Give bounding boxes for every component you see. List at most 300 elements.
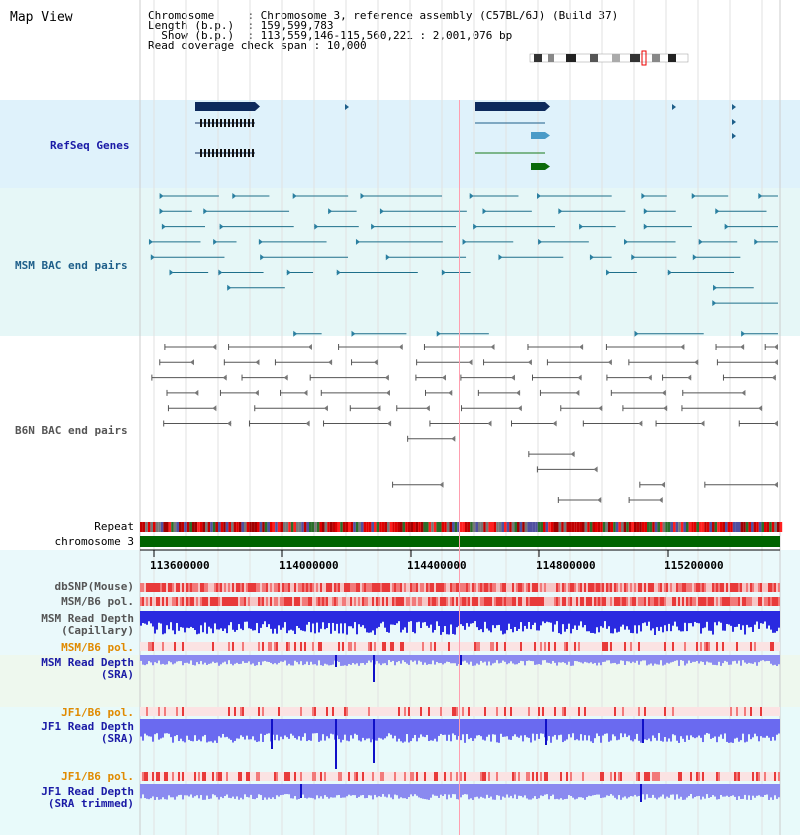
depth-bar <box>316 719 318 733</box>
gene-feature[interactable] <box>475 102 550 111</box>
heat-cell <box>212 772 214 781</box>
depth-bar <box>724 719 726 733</box>
bac-end <box>293 331 297 337</box>
depth-bar <box>340 784 342 798</box>
heat-cell <box>348 642 350 651</box>
depth-bar <box>284 655 286 660</box>
heat-cell <box>196 583 198 592</box>
depth-bar <box>204 784 206 800</box>
heat-cell <box>146 642 148 651</box>
depth-bar <box>298 611 300 628</box>
depth-bar <box>588 611 590 631</box>
depth-bar <box>162 655 164 664</box>
depth-bar <box>238 719 240 739</box>
heat-cell <box>270 597 272 606</box>
gene-arrow <box>255 102 260 111</box>
msm-depth-sra-label[interactable]: MSM Read Depth (SRA) <box>41 656 134 681</box>
depth-bar <box>276 655 278 664</box>
heat-cell <box>236 583 238 592</box>
depth-bar <box>690 719 692 735</box>
chromosome-ideogram[interactable] <box>530 51 688 65</box>
heat-cell <box>488 707 490 716</box>
heat-cell <box>548 642 550 651</box>
repeat-track-label[interactable]: Repeat <box>94 520 134 533</box>
depth-bar <box>326 611 328 628</box>
msm-b6-pol-label[interactable]: MSM/B6 pol. <box>61 595 134 608</box>
heat-cell <box>728 583 730 592</box>
heat-cell <box>636 642 638 651</box>
depth-bar <box>226 611 228 633</box>
depth-bar <box>218 784 220 800</box>
depth-bar <box>170 655 172 662</box>
depth-bar <box>654 655 656 664</box>
depth-bar <box>496 655 498 660</box>
depth-bar <box>576 655 578 661</box>
heat-cell <box>382 597 384 606</box>
depth-bar <box>242 784 244 799</box>
depth-bar <box>192 719 194 741</box>
heat-cell <box>564 597 566 606</box>
heat-cell <box>278 642 280 651</box>
bac-end <box>772 375 776 381</box>
heat-cell <box>496 707 498 716</box>
heat-cell <box>162 597 164 606</box>
heat-cell <box>764 707 766 716</box>
depth-bar <box>616 719 618 740</box>
refseq-track-label[interactable]: RefSeq Genes <box>50 139 130 152</box>
depth-bar <box>604 655 606 662</box>
heat-cell <box>762 642 764 651</box>
bac-end <box>468 359 472 365</box>
depth-bar <box>560 611 562 634</box>
heat-cell <box>490 707 492 716</box>
heat-cell <box>360 707 362 716</box>
heat-cell <box>658 642 660 651</box>
repeat-segment <box>592 522 595 532</box>
depth-bar <box>278 719 280 740</box>
heat-cell <box>368 597 370 606</box>
heat-cell <box>426 772 428 781</box>
heat-cell <box>318 642 320 651</box>
chromosome-track-label[interactable]: chromosome 3 <box>54 535 134 548</box>
heat-cell <box>494 583 496 592</box>
depth-bar <box>466 611 468 623</box>
repeat-segment <box>400 522 403 532</box>
bac-end <box>538 239 542 245</box>
heat-cell <box>490 583 492 592</box>
depth-spike <box>640 784 642 802</box>
heat-cell <box>670 597 672 606</box>
gene-feature[interactable] <box>195 102 260 111</box>
heat-cell <box>352 772 354 781</box>
heat-cell <box>608 707 610 716</box>
heat-cell <box>718 597 720 606</box>
heat-cell <box>392 707 394 716</box>
repeat-segment <box>371 522 374 532</box>
depth-bar <box>652 611 654 628</box>
depth-bar <box>424 655 426 663</box>
repeat-segment <box>481 522 484 532</box>
repeat-segment <box>499 522 502 532</box>
depth-bar <box>776 611 778 631</box>
depth-bar <box>280 719 282 737</box>
bac-end <box>386 390 390 396</box>
bac-end <box>212 405 216 411</box>
depth-bar <box>224 784 226 796</box>
heat-cell <box>388 772 390 781</box>
depth-bar <box>314 784 316 799</box>
heat-cell <box>338 772 340 781</box>
depth-bar <box>542 719 544 734</box>
heat-cell <box>396 642 398 651</box>
depth-bar <box>170 611 172 622</box>
heat-cell <box>664 772 666 781</box>
heat-cell <box>228 707 230 716</box>
heat-cell <box>758 707 760 716</box>
depth-bar <box>192 655 194 665</box>
depth-bar <box>214 719 216 741</box>
heat-cell <box>576 583 578 592</box>
depth-bar <box>258 719 260 741</box>
heat-cell <box>726 583 728 592</box>
repeat-segment <box>585 522 588 532</box>
depth-bar <box>248 611 250 628</box>
heat-cell <box>498 583 500 592</box>
b6n-bac-track-label[interactable]: B6N BAC end pairs <box>15 424 128 437</box>
repeat-segment <box>283 522 286 532</box>
heat-cell <box>272 597 274 606</box>
heat-cell <box>628 583 630 592</box>
heat-cell <box>748 583 750 592</box>
heat-cell <box>140 597 142 606</box>
repeat-segment <box>208 522 211 532</box>
heat-cell <box>476 707 478 716</box>
depth-bar <box>776 719 778 735</box>
jf1-b6-pol-label[interactable]: JF1/B6 pol. <box>61 706 134 719</box>
heat-cell <box>716 707 718 716</box>
depth-bar <box>156 655 158 663</box>
bac-end <box>160 193 164 199</box>
heat-cell <box>388 597 390 606</box>
depth-bar <box>746 655 748 664</box>
exon <box>216 119 218 127</box>
depth-bar <box>668 719 670 738</box>
depth-bar <box>708 655 710 662</box>
depth-bar <box>436 611 438 621</box>
depth-bar <box>474 655 476 665</box>
depth-bar <box>414 655 416 661</box>
depth-bar <box>440 655 442 663</box>
heat-cell <box>244 583 246 592</box>
heat-cell <box>278 772 280 781</box>
heat-cell <box>538 583 540 592</box>
heat-cell <box>296 597 298 606</box>
heat-cell <box>444 597 446 606</box>
depth-bar <box>444 719 446 735</box>
heat-cell <box>240 597 242 606</box>
heat-cell <box>554 597 556 606</box>
heat-cell <box>434 597 436 606</box>
depth-bar <box>294 784 296 796</box>
heat-cell <box>646 772 648 781</box>
depth-bar <box>670 784 672 795</box>
heat-cell <box>202 642 204 651</box>
depth-bar <box>514 719 516 734</box>
repeat-segment <box>774 522 777 532</box>
bac-end <box>451 436 455 442</box>
jf1-depth-trimmed-label[interactable]: JF1 Read Depth (SRA trimmed) <box>41 785 134 810</box>
depth-bar <box>180 655 182 661</box>
heat-cell <box>248 707 250 716</box>
heat-cell <box>156 642 158 651</box>
heat-cell <box>334 583 336 592</box>
depth-bar <box>230 611 232 622</box>
depth-bar <box>686 611 688 631</box>
heat-cell <box>154 597 156 606</box>
depth-bar <box>474 784 476 797</box>
heat-cell <box>660 772 662 781</box>
depth-bar <box>610 719 612 741</box>
depth-bar <box>750 784 752 800</box>
heat-cell <box>586 583 588 592</box>
heat-cell <box>778 583 780 592</box>
heat-cell <box>246 642 248 651</box>
heat-cell <box>348 772 350 781</box>
msm-bac-track-label[interactable]: MSM BAC end pairs <box>15 259 128 272</box>
jf1-depth-sra-label[interactable]: JF1 Read Depth (SRA) <box>41 720 134 745</box>
depth-bar <box>284 719 286 735</box>
heat-cell <box>608 772 610 781</box>
heat-cell <box>268 583 270 592</box>
depth-bar <box>172 655 174 664</box>
depth-bar <box>582 784 584 798</box>
heat-cell <box>386 772 388 781</box>
msm-b6-pol-2-label[interactable]: MSM/B6 pol. <box>61 641 134 654</box>
heat-cell <box>142 707 144 716</box>
jf1-b6-pol-2-label[interactable]: JF1/B6 pol. <box>61 770 134 783</box>
gene-feature[interactable] <box>531 132 550 139</box>
heat-cell <box>484 583 486 592</box>
depth-bar <box>522 784 524 797</box>
depth-bar <box>286 655 288 665</box>
depth-bar <box>650 611 652 630</box>
heat-cell <box>374 597 376 606</box>
heat-cell <box>452 583 454 592</box>
depth-bar <box>566 784 568 799</box>
heat-cell <box>474 772 476 781</box>
repeat-segment <box>392 522 395 532</box>
depth-bar <box>582 655 584 663</box>
refseq-gene-features <box>195 102 736 170</box>
heat-cell <box>566 707 568 716</box>
depth-bar <box>762 719 764 738</box>
heat-cell <box>390 772 392 781</box>
heat-cell <box>182 772 184 781</box>
heat-cell <box>626 707 628 716</box>
heat-cell <box>214 597 216 606</box>
heat-cell <box>460 583 462 592</box>
repeat-segment <box>319 522 322 532</box>
gene-feature[interactable] <box>531 163 550 170</box>
depth-bar <box>606 611 608 629</box>
depth-bar <box>710 784 712 797</box>
heat-cell <box>424 707 426 716</box>
heat-cell <box>192 772 194 781</box>
heat-cell <box>612 707 614 716</box>
depth-bar <box>760 784 762 797</box>
heat-cell <box>472 772 474 781</box>
heat-cell <box>648 583 650 592</box>
repeat-segment <box>546 522 549 532</box>
heat-cell <box>436 583 438 592</box>
depth-bar <box>366 719 368 739</box>
heat-cell <box>496 597 498 606</box>
depth-bar <box>420 719 422 734</box>
heat-cell <box>558 642 560 651</box>
heat-cell <box>338 707 340 716</box>
heat-cell <box>260 707 262 716</box>
depth-bar <box>152 784 154 796</box>
heat-cell <box>400 642 402 651</box>
heat-cell <box>326 707 328 716</box>
heat-cell <box>572 597 574 606</box>
dbsnp-track-label[interactable]: dbSNP(Mouse) <box>54 580 134 593</box>
depth-bar <box>382 655 384 663</box>
exon <box>200 149 202 157</box>
heat-cell <box>320 597 322 606</box>
heat-cell <box>188 597 190 606</box>
heat-cell <box>632 772 634 781</box>
depth-bar <box>724 611 726 631</box>
depth-bar <box>660 611 662 627</box>
heat-cell <box>706 772 708 781</box>
depth-bar <box>756 719 758 736</box>
heat-cell <box>400 583 402 592</box>
heat-cell <box>572 707 574 716</box>
repeat-segment <box>728 522 731 532</box>
heat-cell <box>478 583 480 592</box>
heat-cell <box>450 597 452 606</box>
heat-cell <box>568 707 570 716</box>
depth-bar <box>142 611 144 623</box>
heat-cell <box>430 707 432 716</box>
bac-end <box>516 390 520 396</box>
depth-bar <box>162 611 164 634</box>
depth-bar <box>712 611 714 635</box>
heat-cell <box>656 583 658 592</box>
heat-cell <box>290 642 292 651</box>
heat-cell <box>640 597 642 606</box>
heat-cell <box>342 772 344 781</box>
heat-cell <box>154 642 156 651</box>
heat-cell <box>432 642 434 651</box>
heat-cell <box>204 597 206 606</box>
depth-bar <box>248 719 250 739</box>
heat-cell <box>694 597 696 606</box>
depth-bar <box>324 611 326 629</box>
depth-bar <box>644 784 646 800</box>
depth-bar <box>520 719 522 736</box>
repeat-segment <box>761 522 764 532</box>
depth-bar <box>504 655 506 662</box>
depth-bar <box>344 719 346 735</box>
depth-bar <box>240 655 242 664</box>
heat-cell <box>546 707 548 716</box>
depth-bar <box>150 784 152 798</box>
depth-bar <box>292 719 294 736</box>
heat-cell <box>436 707 438 716</box>
heat-cell <box>500 642 502 651</box>
depth-bar <box>710 719 712 739</box>
depth-bar <box>550 719 552 743</box>
heat-cell <box>316 597 318 606</box>
depth-bar <box>334 611 336 631</box>
exon <box>228 119 230 127</box>
heat-cell <box>702 707 704 716</box>
depth-bar <box>488 784 490 798</box>
heat-cell <box>756 707 758 716</box>
depth-bar <box>228 784 230 798</box>
depth-spike <box>642 719 644 743</box>
heat-cell <box>460 642 462 651</box>
heat-cell <box>380 597 382 606</box>
depth-bar <box>368 655 370 661</box>
depth-bar <box>326 655 328 664</box>
heat-cell <box>408 583 410 592</box>
heat-cell <box>340 707 342 716</box>
depth-bar <box>712 784 714 795</box>
heat-cell <box>210 583 212 592</box>
heat-cell <box>350 597 352 606</box>
heat-cell <box>284 772 286 781</box>
heat-cell <box>264 772 266 781</box>
heat-cell <box>216 597 218 606</box>
depth-bar <box>586 611 588 631</box>
heat-cell <box>764 583 766 592</box>
heat-cell <box>666 642 668 651</box>
heat-cell <box>684 597 686 606</box>
heat-cell <box>240 583 242 592</box>
heat-cell <box>526 597 528 606</box>
depth-bar <box>144 655 146 665</box>
depth-bar <box>482 719 484 740</box>
depth-bar <box>770 655 772 664</box>
heat-cell <box>202 597 204 606</box>
heat-cell <box>674 772 676 781</box>
heat-cell <box>692 772 694 781</box>
heat-cell <box>468 597 470 606</box>
heat-cell <box>470 597 472 606</box>
repeat-segment <box>668 522 671 532</box>
bac-end <box>162 224 166 230</box>
repeat-segment <box>704 522 707 532</box>
heat-cell <box>454 583 456 592</box>
depth-bar <box>574 719 576 740</box>
heat-cell <box>214 642 216 651</box>
heat-cell <box>420 707 422 716</box>
depth-bar <box>310 611 312 632</box>
depth-bar <box>332 611 334 623</box>
heat-cell <box>692 707 694 716</box>
heat-cell <box>264 583 266 592</box>
depth-bar <box>482 611 484 632</box>
msm-depth-capillary-label[interactable]: MSM Read Depth (Capillary) <box>41 612 134 637</box>
depth-bar <box>390 719 392 735</box>
heat-cell <box>492 642 494 651</box>
heat-cell <box>676 707 678 716</box>
heat-cell <box>538 707 540 716</box>
heat-cell <box>432 597 434 606</box>
